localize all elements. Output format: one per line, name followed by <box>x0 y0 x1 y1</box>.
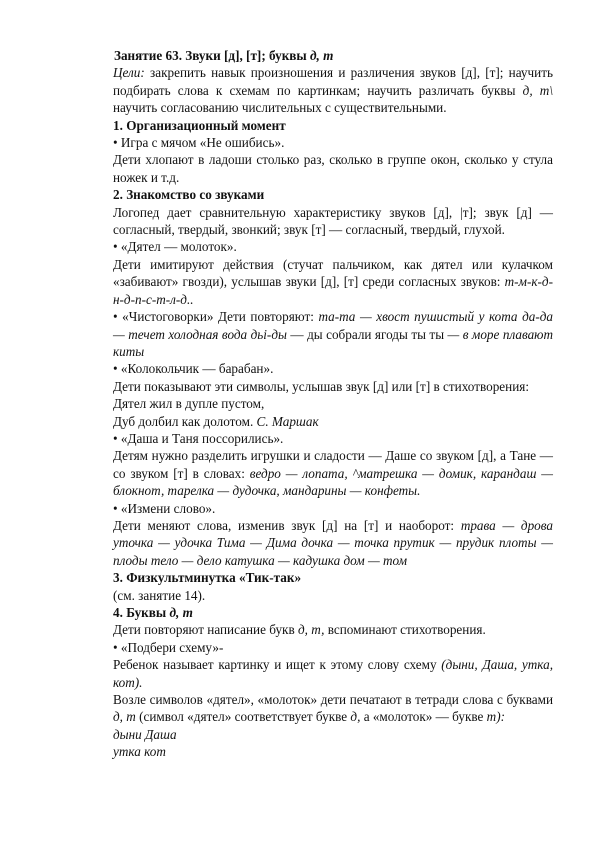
poem-line2 <box>113 413 553 430</box>
words-line2: утка кот <box>113 744 166 760</box>
section4-text2 <box>113 691 553 726</box>
section2-game3-text: Дети показывают эти символы, услышав звук [д] или [т] в стихотворения: <box>113 378 529 394</box>
section4-heading <box>113 604 553 621</box>
section3-heading: 3. Физкультминутка «Тик-так» <box>113 570 302 586</box>
section4-heading-text: 4. Буквы <box>113 605 170 620</box>
s4-text1-letters: д, т, <box>297 622 325 638</box>
poem-line1: Дятел жил в дупле пустом, <box>113 396 265 412</box>
section2-game3: • «Колокольчик — барабан». <box>113 361 274 377</box>
s4-text2-mid: (символ «дятел» соответствует букве <box>135 709 351 725</box>
section4-heading-letters: д, т <box>169 605 193 620</box>
section2-heading: 2. Знакомство со звуками <box>113 187 265 203</box>
document-page <box>113 47 553 761</box>
s4-game-text: Ребенок называет картинку и ищет к этому слову схему <box>113 657 442 673</box>
game2-text2: — ды собрали ягоды ты ты <box>286 326 445 342</box>
game1-sounds: т-м-к-д-н-д-п-с-т-л-д.. <box>113 274 553 307</box>
words-line1: дыни Даша <box>113 726 177 742</box>
section2-game5-text <box>113 517 553 569</box>
s4-text2-l1: д, т <box>113 709 136 725</box>
poem-author: С. Маршак <box>256 413 319 429</box>
game2-text3: — в море плавают киты <box>113 326 554 359</box>
section2-game4: • «Даша и Таня поссорились». <box>113 430 284 446</box>
game5-text: Дети меняют слова, изменив звук [д] на [т] и наоборот: <box>113 517 461 533</box>
section4-text1 <box>113 621 553 638</box>
section2-intro: Логопед дает сравнительную характеристику звуков [д], |т]; звук [д] — согласный, твердый, звонкий; звук [т] — согласный, твердый, глухой. <box>113 204 553 238</box>
poem-line2-text: Дуб долбил как долотом. <box>113 413 257 429</box>
goals-label: Цели: <box>113 65 145 81</box>
s4-text2-mid2: а «молоток» — букве <box>360 709 487 725</box>
game5-words: трава — дрова уточка — удочка Тима — Дима дочка — точка прутик — прудик плоты — плоды тело — дело катушка — кадушка дом — том <box>113 517 553 568</box>
lesson-goals <box>113 64 553 116</box>
game2-text1: та-та — хвост пушистый у кота да-да — течет холодная вода дьі-ды <box>113 309 553 342</box>
game4-words: ведро — лопата, ^матрешка — домик, карандаш — блокнот, тарелка — дудочка, мандарины — конфеты. <box>113 465 553 499</box>
section2-game4-text <box>113 447 553 499</box>
section2-game1-text <box>113 256 553 308</box>
goals-text: закрепить навык произношения и различения звуков [д], [т]; научить подбирать слова к схемам по картинкам; научить различать буквы <box>113 65 553 98</box>
game2-label: • «Чистоговорки» Дети повторяют: <box>113 309 319 325</box>
game1-text: Дети имитируют действия (стучат пальчиком, как дятел или кулачком «забивают» гвозди), услышав звуки [д], [т] среди согласных звуков: <box>113 256 553 290</box>
s4-text1: Дети повторяют написание букв <box>113 622 298 638</box>
lesson-title-letters: д, т <box>310 48 334 63</box>
section1-heading: 1. Организационный момент <box>113 117 286 133</box>
lesson-title <box>113 47 553 64</box>
s4-text2: Возле символов «дятел», «молоток» дети печатают в тетради слова с буквами <box>113 692 553 708</box>
s4-text1-tail: вспоминают стихотворения. <box>324 622 486 638</box>
s4-text2-l3: т): <box>486 709 505 725</box>
section2-game1: • «Дятел — молоток». <box>113 239 237 255</box>
section4-game: • «Подбери схему»- <box>113 639 224 655</box>
s4-game-words: (дыни, Даша, утка, кот). <box>113 657 553 690</box>
section1-text: Дети хлопают в ладоши столько раз, сколько в группе окон, сколько у стула ножек и т.д. <box>113 152 553 185</box>
section2-game5: • «Измени слово». <box>113 500 216 516</box>
goals-letters: д, т\ <box>522 82 553 98</box>
section1-game: • Игра с мячом «Не ошибись». <box>113 135 285 151</box>
goals-tail: научить согласованию числительных с существительными. <box>113 100 447 116</box>
section4-game-text <box>113 656 553 691</box>
lesson-title-text: Занятие 63. Звуки [д], [т]; буквы <box>114 48 311 63</box>
s4-text2-l2: д, <box>350 709 361 725</box>
section3-note: (см. занятие 14). <box>113 587 206 603</box>
section2-game2 <box>113 308 553 360</box>
game4-text: Детям нужно разделить игрушки и сладости — Даше со звуком [д], а Тане — со звуком [т] в словах: <box>113 448 553 481</box>
